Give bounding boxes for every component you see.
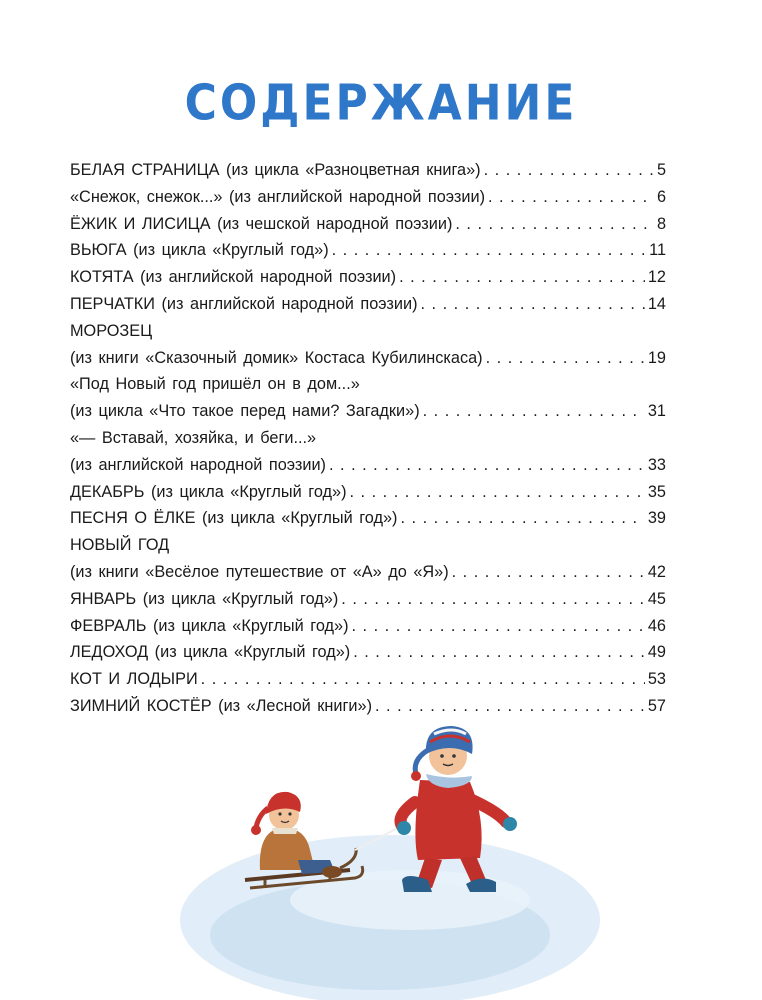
dot-leader [353, 639, 645, 666]
dot-leader [423, 398, 645, 425]
toc-entry-page-number: 46 [647, 616, 666, 635]
dot-leader [332, 237, 646, 264]
dot-leader [488, 184, 654, 211]
toc-entry-title: КОТ И ЛОДЫРИ [70, 670, 198, 689]
toc-entry-page-number: 14 [647, 294, 666, 313]
toc-entry-title: «Снежок, снежок...» (из английской народной поэзии) [70, 187, 485, 206]
toc-entry[interactable] [70, 184, 666, 211]
toc-entry-page-number: 19 [647, 348, 666, 367]
dot-leader [352, 613, 645, 640]
toc-entry-page-number: 53 [647, 670, 666, 689]
toc-entry-page-number: 6 [656, 187, 666, 206]
toc-entry-page-number: 12 [647, 268, 666, 287]
toc-entry[interactable] [70, 452, 666, 479]
toc-entry-title: ВЬЮГА (из цикла «Круглый год») [70, 241, 329, 260]
dot-leader [486, 345, 645, 372]
toc-entry-page-number: 11 [649, 241, 666, 260]
page-title: СОДЕРЖАНИЕ [184, 74, 578, 133]
toc-entry-page-number: 45 [647, 589, 666, 608]
toc-entry-title: ДЕКАБРЬ (из цикла «Круглый год») [70, 482, 347, 501]
toc-entry-page-number: 57 [647, 696, 666, 715]
toc-entry-heading-text: МОРОЗЕЦ [70, 321, 153, 340]
dot-leader [400, 505, 644, 532]
toc-entry-heading [70, 318, 666, 345]
toc-entry-title: ЛЕДОХОД (из цикла «Круглый год») [70, 643, 351, 662]
dot-leader [421, 291, 645, 318]
toc-entry-title: (из книги «Сказочный домик» Костаса Кубилинскаса) [70, 348, 483, 367]
toc-entry-title: КОТЯТА (из английской народной поэзии) [70, 268, 397, 287]
toc-entry-title: ПЕСНЯ О ЁЛКЕ (из цикла «Круглый год») [70, 509, 398, 528]
toc-entry-title: (из книги «Весёлое путешествие от «А» до «Я») [70, 562, 449, 581]
toc-entry-heading [70, 425, 666, 452]
dot-leader [341, 586, 645, 613]
toc-entry[interactable] [70, 693, 666, 720]
child-on-sled [251, 792, 342, 878]
dot-leader [375, 693, 645, 720]
toc-entry[interactable] [70, 237, 666, 264]
toc-entry-page-number: 31 [647, 402, 666, 421]
toc-entry[interactable] [70, 613, 666, 640]
dot-leader [399, 264, 645, 291]
dot-leader [329, 452, 645, 479]
dot-leader [455, 211, 654, 238]
toc-entry-page-number: 5 [656, 161, 666, 179]
toc-entry-heading-text: «— Вставай, хозяйка, и беги...» [70, 428, 317, 447]
toc-entry-title: ЗИМНИЙ КОСТЁР (из «Лесной книги») [70, 696, 372, 715]
toc-entry[interactable] [70, 211, 666, 238]
toc-entry[interactable] [70, 479, 666, 506]
toc-entry[interactable] [70, 157, 666, 184]
toc-entry[interactable] [70, 666, 666, 693]
toc-entry-heading-text: НОВЫЙ ГОД [70, 536, 170, 555]
dot-leader [201, 666, 645, 693]
table-of-contents [70, 157, 666, 720]
toc-entry-title: ПЕРЧАТКИ (из английской народной поэзии) [70, 294, 418, 313]
toc-entry[interactable] [70, 505, 666, 532]
toc-entry[interactable] [70, 398, 666, 425]
toc-entry[interactable] [70, 586, 666, 613]
toc-entry-heading [70, 371, 666, 398]
toc-entry[interactable] [70, 291, 666, 318]
toc-entry-title: БЕЛАЯ СТРАНИЦА (из цикла «Разноцветная книга») [70, 161, 481, 179]
winter-sled-illustration [180, 720, 600, 1000]
toc-entry-title: ЯНВАРЬ (из цикла «Круглый год») [70, 589, 339, 608]
dot-leader [484, 157, 654, 184]
toc-entry-title: ЁЖИК И ЛИСИЦА (из чешской народной поэзии) [70, 214, 453, 233]
toc-entry-heading [70, 532, 666, 559]
toc-entry[interactable] [70, 639, 666, 666]
toc-entry-title: ФЕВРАЛЬ (из цикла «Круглый год») [70, 616, 349, 635]
toc-entry-page-number: 39 [647, 509, 666, 528]
toc-entry-page-number: 33 [647, 455, 666, 474]
toc-entry[interactable] [70, 345, 666, 372]
toc-entry-page-number: 49 [647, 643, 666, 662]
toc-entry-heading-text: «Под Новый год пришёл он в дом...» [70, 375, 360, 394]
toc-entry-page-number: 42 [647, 562, 666, 581]
toc-entry[interactable] [70, 264, 666, 291]
toc-entry[interactable] [70, 559, 666, 586]
toc-entry-page-number: 35 [647, 482, 666, 501]
toc-entry-title: (из английской народной поэзии) [70, 455, 326, 474]
dot-leader [350, 479, 645, 506]
toc-entry-page-number: 8 [656, 214, 666, 233]
dot-leader [452, 559, 645, 586]
toc-entry-title: (из цикла «Что такое перед нами? Загадки») [70, 402, 420, 421]
